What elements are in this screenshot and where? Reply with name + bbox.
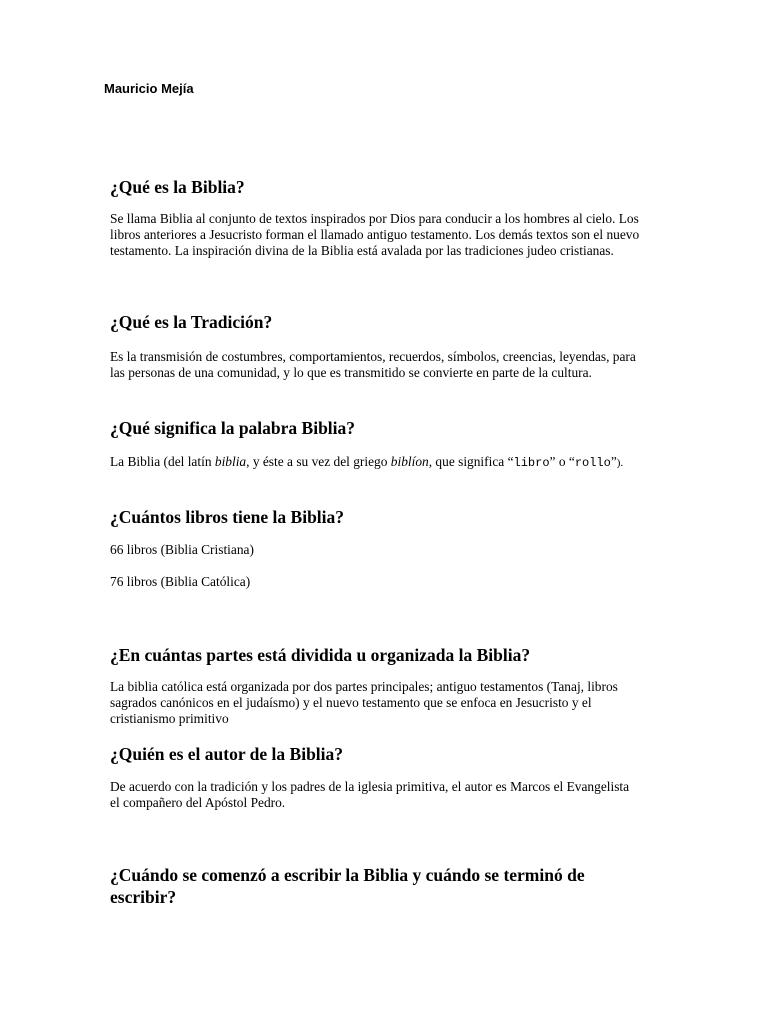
- text-segment: , que significa “: [428, 454, 514, 469]
- heading-que-es-la-tradicion: ¿Qué es la Tradición?: [110, 312, 273, 332]
- paragraph-que-es-la-biblia: Se llama Biblia al conjunto de textos inspirados por Dios para conducir a los hombres al cielo. Los libros anteriores a Jesucristo forman el llamado antiguo testamento. Los demás textos son el nuevo testamento. La inspiración divina de la Biblia está avalada por las tradiciones judeo cristianas.: [110, 211, 640, 258]
- paragraph-libros-catolica: 76 libros (Biblia Católica): [110, 574, 251, 589]
- paragraph-que-es-la-tradicion: Es la transmisión de costumbres, comportamientos, recuerdos, símbolos, creencias, leyendas, para las personas de una comunidad, y lo que es transmitido se convierte en parte de la cultura.: [110, 349, 636, 380]
- text-segment: , y éste a su vez del griego: [246, 454, 391, 469]
- term-rollo: rollo: [574, 456, 611, 470]
- term-libro: libro: [513, 456, 550, 470]
- text-segment: La Biblia (del latín: [110, 454, 215, 469]
- paragraph-autor-biblia: De acuerdo con la tradición y los padres de la iglesia primitiva, el autor es Marcos el Evangelista el compañero del Apóstol Pedro.: [110, 779, 630, 810]
- paragraph-partes-biblia: La biblia católica está organizada por dos partes principales; antiguo testamentos (Tanaj, libros sagrados canónicos en el judaísmo) y el nuevo testamento que se enfoca en Jesucristo y el cristianismo primitivo: [110, 679, 618, 726]
- text-segment: ”: [610, 454, 617, 469]
- author-name: Mauricio Mejía: [104, 81, 194, 96]
- greek-term: biblíon: [390, 454, 429, 469]
- latin-term: biblia: [214, 454, 247, 469]
- text-segment: ).: [616, 457, 624, 469]
- heading-partes-biblia: ¿En cuántas partes está dividida u organizada la Biblia?: [110, 645, 531, 665]
- heading-que-es-la-biblia: ¿Qué es la Biblia?: [110, 177, 245, 197]
- heading-que-significa-biblia: ¿Qué significa la palabra Biblia?: [110, 418, 356, 438]
- heading-cuando-se-escribio: ¿Cuándo se comenzó a escribir la Biblia y cuándo se terminó de escribir?: [110, 865, 585, 907]
- text-segment: ” o “: [549, 454, 575, 469]
- heading-cuantos-libros: ¿Cuántos libros tiene la Biblia?: [110, 507, 345, 527]
- heading-autor-biblia: ¿Quién es el autor de la Biblia?: [110, 744, 344, 764]
- paragraph-que-significa-biblia: [110, 454, 640, 471]
- paragraph-libros-cristiana: 66 libros (Biblia Cristiana): [110, 542, 254, 557]
